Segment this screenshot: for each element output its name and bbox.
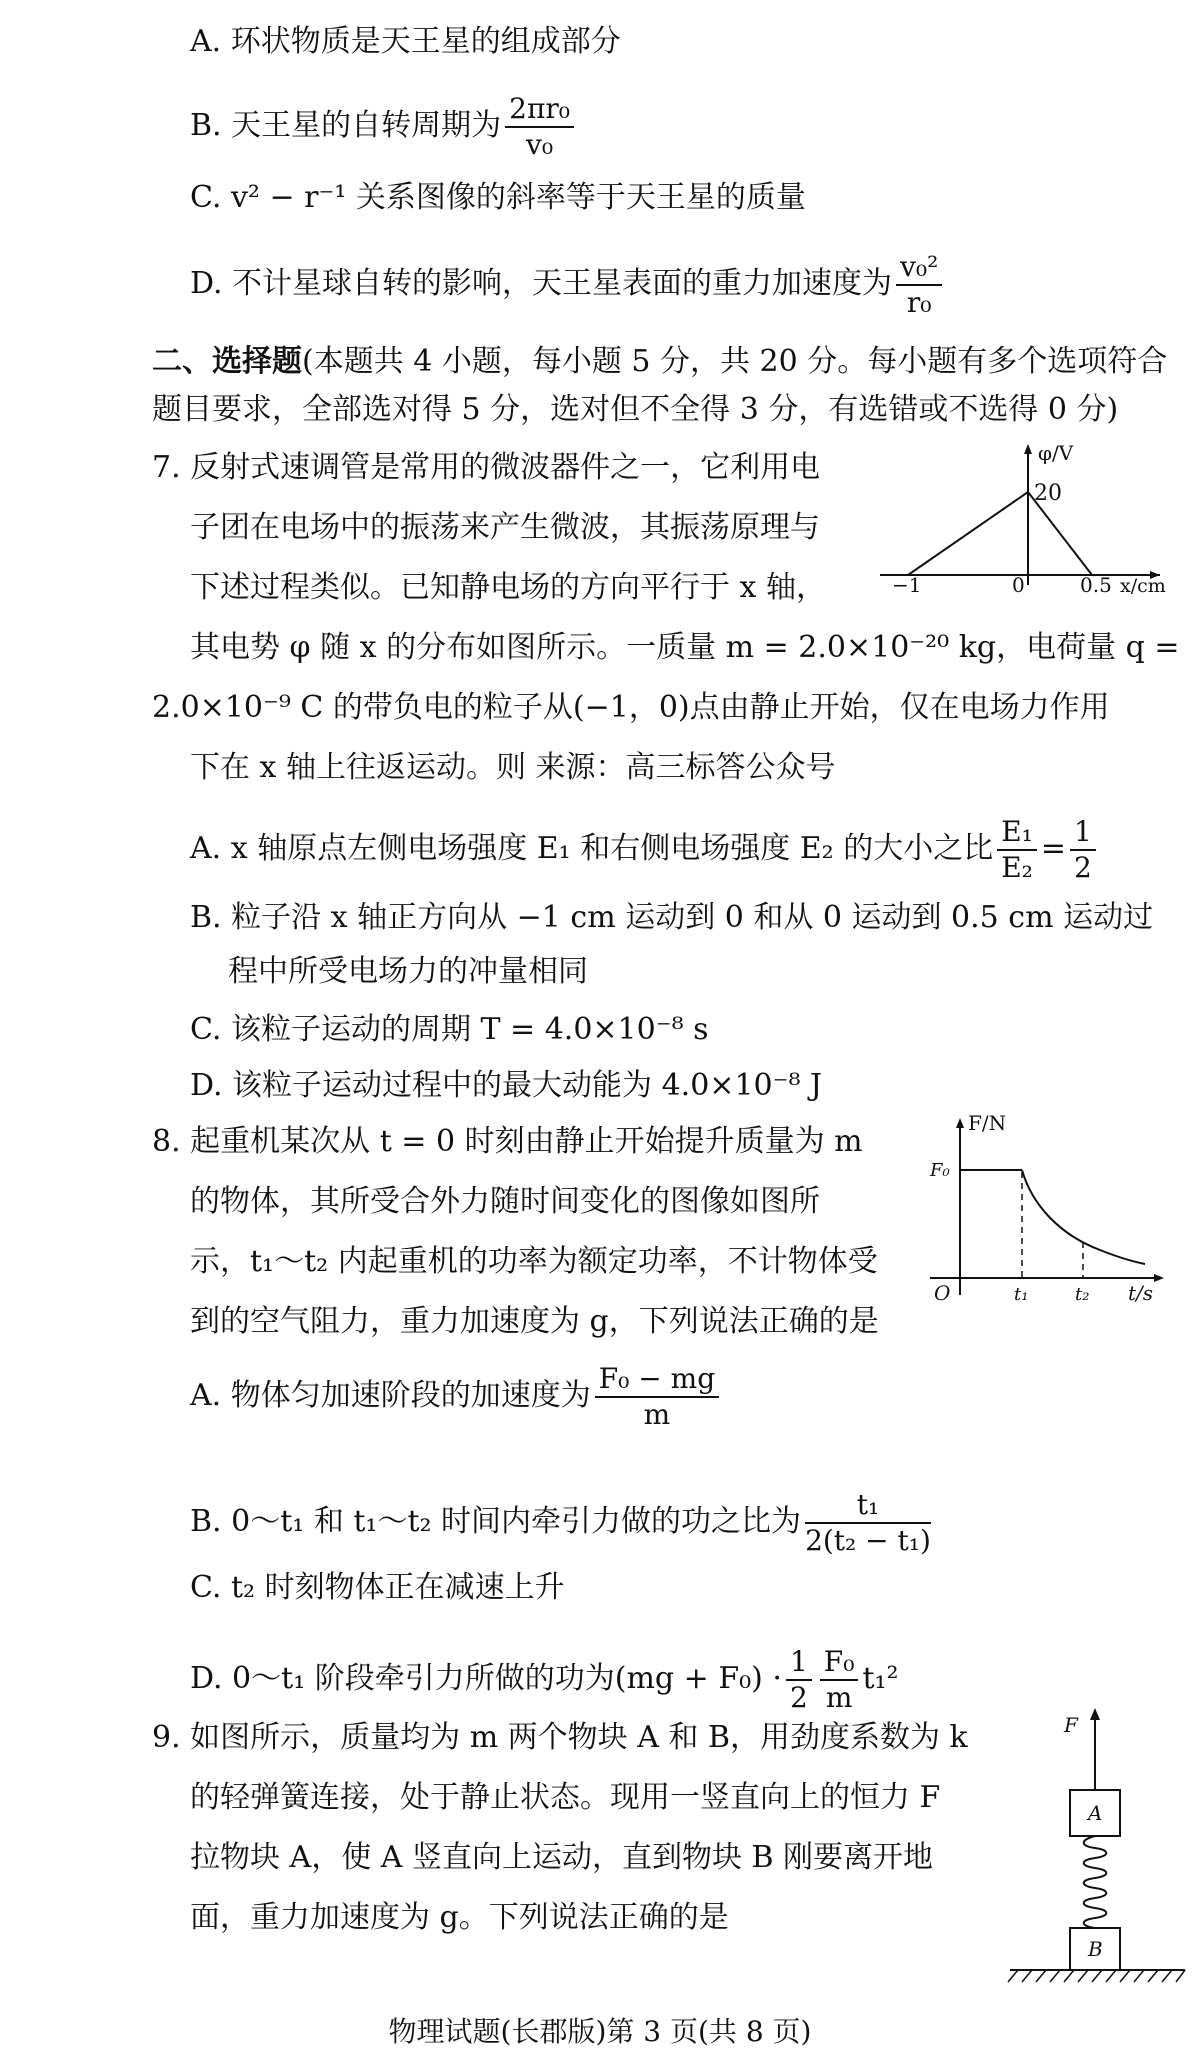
q6-option-a: A. 环状物质是天王星的组成部分	[190, 24, 621, 59]
q8-line-4: 到的空气阻力，重力加速度为 g，下列说法正确的是	[190, 1304, 879, 1339]
q8-option-b-text: B. 0～t₁ 和 t₁～t₂ 时间内牵引力做的功之比为	[190, 1504, 802, 1539]
q7-option-a	[190, 815, 1100, 885]
q6-option-d-text: D. 不计星球自转的影响，天王星表面的重力加速度为	[190, 266, 893, 301]
q8-y-axis-arrow	[956, 1118, 964, 1128]
q9-force-arrow	[1090, 1708, 1100, 1720]
q7-y-axis-arrow	[1024, 444, 1032, 454]
q9-spring-figure	[1000, 1690, 1200, 1990]
fraction-numerator: F₀	[820, 1645, 859, 1681]
q6-option-b	[190, 92, 578, 162]
q8-graph-origin: O	[934, 1281, 951, 1305]
q8-option-c: C. t₂ 时刻物体正在减速上升	[190, 1570, 565, 1605]
q7-line-5: 2.0×10⁻⁹ C 的带负电的粒子从(−1，0)点由静止开始，仅在电场力作用	[152, 690, 1110, 725]
q8-option-d-tail: t₁²	[862, 1661, 899, 1696]
fraction-numerator: t₁	[805, 1488, 931, 1524]
fraction-numerator: v₀²	[896, 250, 942, 286]
fraction-denominator: r₀	[906, 286, 932, 319]
q8-force-graph	[920, 1110, 1170, 1310]
q6-b-fraction	[505, 92, 574, 162]
fraction-numerator: 2πr₀	[505, 92, 574, 128]
fraction-denominator: 2(t₂ − t₁)	[805, 1524, 931, 1557]
q7-option-a-eq: =	[1040, 831, 1067, 866]
q8-a-fraction	[595, 1362, 719, 1432]
q9-line-4: 面，重力加速度为 g。下列说法正确的是	[190, 1900, 729, 1935]
page-footer: 物理试题(长郡版)第 3 页(共 8 页)	[388, 2015, 812, 2048]
fraction-denominator: m	[643, 1398, 671, 1431]
q6-option-c: C. v² − r⁻¹ 关系图像的斜率等于天王星的质量	[190, 180, 806, 215]
q8-option-a-text: A. 物体匀加速阶段的加速度为	[190, 1378, 591, 1413]
q7-line-1: 7. 反射式速调管是常用的微波器件之一，它利用电	[152, 450, 821, 485]
fraction-numerator: E₁	[997, 815, 1037, 851]
fraction-numerator: 1	[786, 1645, 812, 1681]
q7-graph-origin: 0	[1012, 573, 1025, 597]
q7-graph-right: 0.5	[1080, 573, 1112, 597]
q7-potential-graph	[880, 440, 1180, 597]
q7-line-2: 子团在电场中的振荡来产生微波，其振荡原理与	[190, 510, 820, 545]
q9-force-label: F	[1064, 1713, 1078, 1737]
fraction-numerator: F₀ − mg	[595, 1362, 719, 1398]
section-2-desc-2: 题目要求，全部选对得 5 分，选对但不全得 3 分，有选错或不选得 0 分)	[152, 392, 1119, 427]
q7-graph-xlabel: x/cm	[1120, 575, 1166, 597]
q7-graph-ylabel: φ/V	[1038, 441, 1074, 465]
q8-line-3: 示，t₁～t₂ 内起重机的功率为额定功率，不计物体受	[190, 1244, 878, 1279]
q7-line-4: 其电势 φ 随 x 的分布如图所示。一质量 m = 2.0×10⁻²⁰ kg，电荷量 q =	[190, 630, 1180, 665]
fraction-numerator: 1	[1070, 815, 1096, 851]
q7-line-6: 下在 x 轴上往返运动。则 来源：高三标答公众号	[190, 750, 836, 785]
q8-option-b	[190, 1488, 935, 1558]
section-2-title: 二、选择题	[152, 344, 302, 379]
q7-line-3: 下述过程类似。已知静电场的方向平行于 x 轴，	[190, 570, 826, 605]
q8-graph-xlabel: t/s	[1128, 1281, 1154, 1305]
q8-d-fraction-1	[786, 1645, 812, 1715]
q8-graph-t2: t₂	[1075, 1284, 1090, 1305]
q9-line-3: 拉物块 A，使 A 竖直向上运动，直到物块 B 刚要离开地	[190, 1840, 934, 1875]
q9-spring	[1084, 1836, 1107, 1928]
q8-graph-ylabel: F/N	[968, 1111, 1007, 1135]
q9-line-2: 的轻弹簧连接，处于静止状态。现用一竖直向上的恒力 F	[190, 1780, 941, 1815]
q7-potential-curve	[908, 492, 1092, 575]
q8-option-d-text: D. 0～t₁ 阶段牵引力所做的功为(mg + F₀) ·	[190, 1661, 782, 1696]
q8-b-fraction	[805, 1488, 931, 1558]
q7-option-c: C. 该粒子运动的周期 T = 4.0×10⁻⁸ s	[190, 1012, 709, 1047]
section-2-header	[152, 342, 1167, 382]
fraction-denominator: E₂	[1001, 851, 1033, 884]
q7-graph-left: −1	[892, 573, 922, 597]
q8-line-1: 8. 起重机某次从 t = 0 时刻由静止开始提升质量为 m	[152, 1124, 863, 1159]
q9-ground-hatching	[1008, 1970, 1185, 1982]
q6-option-d	[190, 250, 946, 320]
q9-block-a-label: A	[1088, 1801, 1103, 1825]
q6-d-fraction	[896, 250, 942, 320]
q8-option-a	[190, 1362, 723, 1432]
q7-a-ratio	[1070, 815, 1096, 885]
q8-option-d	[190, 1645, 899, 1715]
q6-option-b-text: B. 天王星的自转周期为	[190, 108, 502, 143]
section-2-desc-1: (本题共 4 小题，每小题 5 分，共 20 分。每小题有多个选项符合	[302, 344, 1168, 379]
q9-block-b-label: B	[1088, 1937, 1103, 1961]
q7-option-b-1: B. 粒子沿 x 轴正方向从 −1 cm 运动到 0 和从 0 运动到 0.5 cm 运动过	[190, 900, 1154, 935]
fraction-denominator: m	[825, 1681, 853, 1714]
q8-line-2: 的物体，其所受合外力随时间变化的图像如图所	[190, 1184, 820, 1219]
fraction-denominator: v₀	[526, 128, 554, 161]
fraction-denominator: 2	[1074, 851, 1092, 884]
q9-line-1: 9. 如图所示，质量均为 m 两个物块 A 和 B，用劲度系数为 k	[152, 1720, 968, 1755]
q8-d-fraction-2	[820, 1645, 859, 1715]
q7-option-d: D. 该粒子运动过程中的最大动能为 4.0×10⁻⁸ J	[190, 1068, 823, 1103]
q8-graph-t1: t₁	[1014, 1284, 1029, 1305]
q7-option-a-text: A. x 轴原点左侧电场强度 E₁ 和右侧电场强度 E₂ 的大小之比	[190, 831, 994, 866]
q8-decay-curve	[1022, 1170, 1145, 1264]
q7-a-fraction	[997, 815, 1037, 885]
q7-option-b-2: 程中所受电场力的冲量相同	[228, 954, 588, 989]
q8-graph-f0: F₀	[930, 1160, 950, 1181]
fraction-denominator: 2	[789, 1681, 808, 1714]
q8-x-axis-arrow	[1154, 1274, 1164, 1282]
q7-graph-peak: 20	[1034, 481, 1062, 506]
